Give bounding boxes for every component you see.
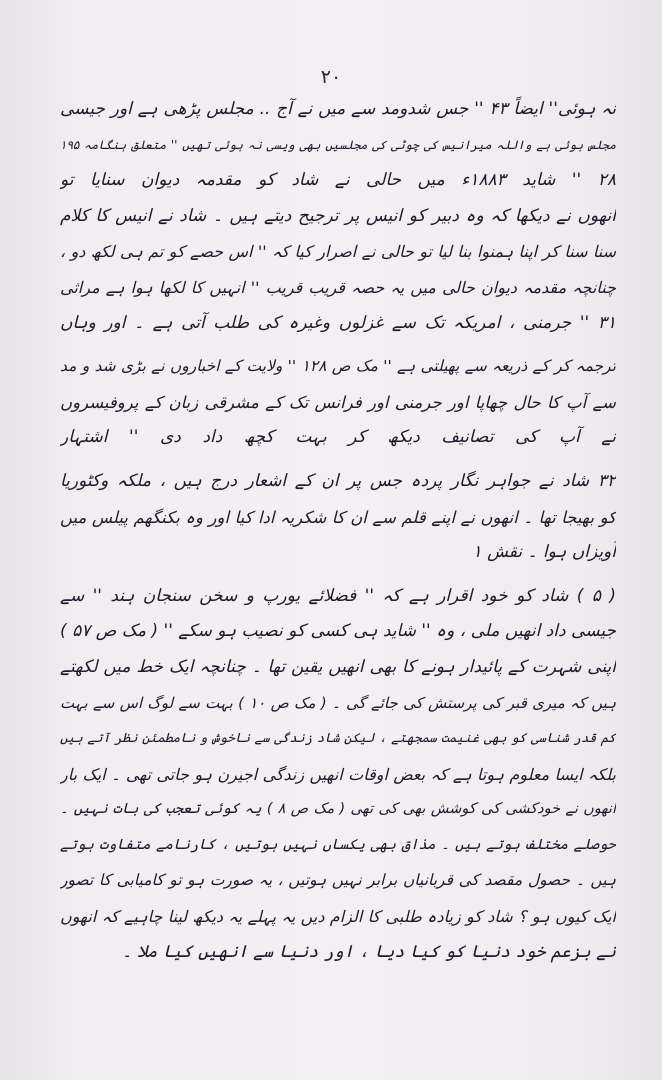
text-line-10: نے آپ کی تصانیف دیکھ کر بہت کچھ داد دی '' اشتہار (60, 427, 616, 448)
text-line-15: جیسی داد انھیں ملی ، وہ '' شاید ہی کسی کو نصیب ہو سکے '' ( مک ص ۵۷ ) (60, 621, 616, 642)
page-number: ۲۰ (320, 66, 342, 88)
text-line-6: چنانچہ مقدمہ دیوان حالی میں یہ حصہ قریب قریب '' انہیں کا لکھا ہوا ہے مراثی (60, 277, 616, 297)
text-line-21: حوصلے مختلف ہوتے ہیں ۔ مذاق بھی یکساں نہیں ہوتیں ، کارنامے متفاوت ہوتے (60, 836, 616, 853)
text-line-20: انھوں نے خودکشی کی کوشش بھی کی تھی ( مک ص ۸ ) یہ کوئی تعجب کی بات نہیں ۔ (60, 801, 616, 818)
text-line-14: ( ۵ ) شاد کو خود اقرار ہے کہ '' فضلائے یورپ و سخن سنجان ہند '' سے (60, 585, 616, 606)
text-line-24: نے بزعم خود دنیا کو کیا دیا ، اور دنیا سے انھیں کیا ملا ۔ (121, 941, 616, 962)
text-line-4: انھوں نے دیکھا کہ وہ دبیر کو انیس پر ترجیح دیتے ہیں ۔ شاد نے انیس کا کلام (60, 205, 616, 226)
text-line-9: سے آپ کا حال چھاپا اور جرمنی اور فرانس تک کے مشرقی زبان کے پروفیسروں (60, 392, 616, 412)
text-line-13: آویزاں ہوا ۔ نقش ۱ (472, 542, 616, 563)
text-line-3: ۲۸ '' شاید ۱۸۸۳ء میں حالی نے شاد کو مقدمہ دیوان سنایا تو (60, 170, 616, 191)
text-line-17: ہیں کہ میری قبر کی پرستش کی جائے گی ۔ ( مک ص ۱۰ ) بہت سے لوگ اس سے بہت (60, 693, 616, 712)
text-line-1: نہ ہوئی'' ایضاً ۴۳ '' جس شدومد سے میں نے آج .. مجلس پڑھی ہے اور جیسی (60, 99, 616, 119)
text-line-11: ۳۲ شاد نے جواہر نگار پردہ جس پر ان کے اشعار درج ہیں ، ملکہ وکٹوریا (60, 470, 616, 491)
text-line-16: اپنی شہرت کے پائیدار ہونے کا بھی انھیں یقین تھا ۔ چنانچہ ایک خط میں لکھتے (60, 656, 616, 677)
text-line-12: کو بھیجا تھا ۔ انھوں نے اپنے قلم سے ان کا شکریہ ادا کیا اور وہ بکنگھم پیلس میں (60, 507, 616, 527)
text-line-2: مجلس ہوئی ہے واللہ میرانیس کی چوٹی کی مجلسیں بھی ویسی نہ ہوئی تھیں '' متعلق ہنگامہ ۱۹۵ (60, 137, 616, 152)
text-line-19: بلکہ ایسا معلوم ہوتا ہے کہ بعض اوقات انھیں زندگی اجیرن ہو جاتی تھی ۔ ایک بار (60, 764, 616, 784)
text-line-22: ہیں ۔ حصول مقصد کی قربانیاں برابر نہیں ہوتیں ، یہ صورت ہو تو کامیابی کا تصور (60, 871, 616, 890)
body-text (60, 92, 616, 970)
text-line-7: ۳۱ '' جرمنی ، امریکہ تک سے غزلوں وغیرہ کی طلب آتی ہے ۔ اور وہاں (60, 312, 616, 333)
text-line-18: کم قدر شناسی کو بھی غنیمت سمجھتے ، لیکن شاد زندگی سے ناخوش و نامطمئن نظر آتے ہیں (60, 731, 616, 747)
text-line-23: ایک کیوں ہو ؟ شاد کو زیادہ طلبی کا الزام دیں یہ پہلے یہ دیکھ لینا چاہیے کہ انھوں (60, 907, 616, 927)
text-line-5: سنا سنا کر اپنا ہمنوا بنا لیا تو حالی نے اصرار کیا کہ '' اس حصے کو تم ہی لکھ دو ، (60, 242, 616, 262)
text-line-8: ترجمہ کر کے ذریعہ سے پھیلتی ہے '' مک ص ۱۲۸ '' ولایت کے اخباروں نے بڑی شد و مد (60, 357, 616, 376)
